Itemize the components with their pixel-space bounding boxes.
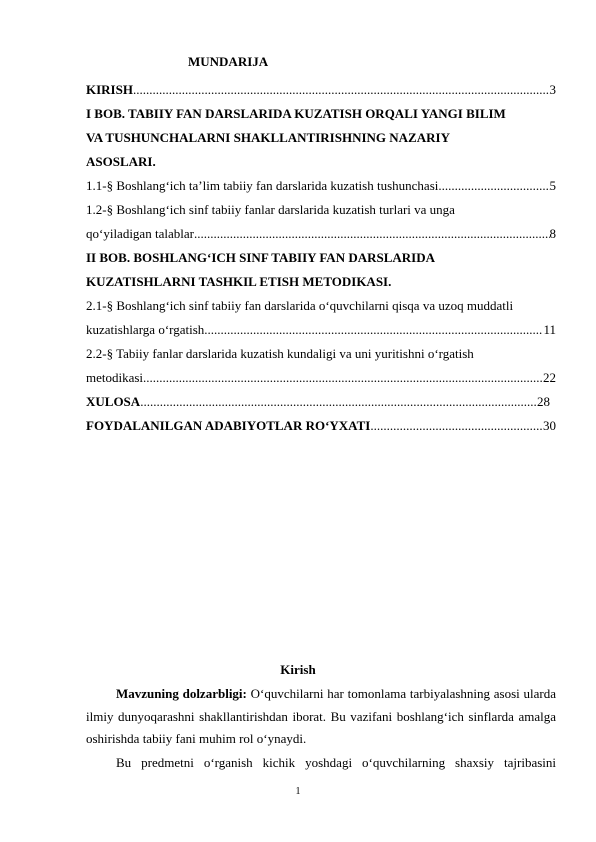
toc-entry-2-2[interactable] — [86, 370, 556, 386]
toc-entry-text: kuzatishlarga o‘rgatish — [86, 322, 205, 337]
intro-paragraph-1 — [86, 683, 556, 751]
toc-entry-text: 1.1-§ Boshlang‘ich ta’lim tabiiy fan darslarida kuzatish tushunchasi — [86, 178, 439, 193]
toc-leader-dots — [140, 394, 537, 410]
toc-chapter-1-line2[interactable]: VA TUSHUNCHALARNI SHAKLLANTIRISHNING NAZARIY — [86, 130, 450, 145]
toc-leader-dots — [194, 226, 550, 242]
toc-page-number: 11 — [543, 322, 556, 337]
intro-paragraph-lead: Mavzuning dolzarbligi: — [116, 686, 247, 701]
toc-chapter-1-line3[interactable]: ASOSLARI. — [86, 154, 156, 169]
toc-page-number: 22 — [543, 370, 556, 385]
toc-chapter-1-line1[interactable]: I BOB. TABIIY FAN DARSLARIDA KUZATISH ORQALI YANGI BILIM — [86, 106, 506, 121]
section-title: Kirish — [280, 662, 316, 677]
toc-entry-text: XULOSA — [86, 394, 141, 409]
toc-title: MUNDARIJA — [188, 54, 269, 69]
toc-leader-dots — [438, 178, 549, 194]
toc-entry-2-1[interactable] — [86, 322, 556, 338]
intro-paragraph-text: O‘quvchilarni har tomonlama tarbiyalashning asosi ularda ilmiy dunyoqarashni shakllantirishdan iborat. Bu vazifani boshlang‘ich sinflarda amalga oshirishda tabiiy fani muhim rol o‘ynaydi. — [86, 686, 556, 746]
toc-leader-dots — [133, 82, 550, 98]
toc-page-number: 28 — [537, 394, 550, 409]
toc-entry-kirish[interactable] — [86, 82, 556, 98]
toc-entry-2-2-line1[interactable]: 2.2-§ Tabiiy fanlar darslarida kuzatish kundaligi va uni yuritishni o‘rgatish — [86, 346, 474, 361]
toc-page-number: 30 — [543, 418, 556, 433]
toc-entry-1-1[interactable] — [86, 178, 556, 194]
toc-leader-dots — [143, 370, 543, 386]
toc-page-number: 8 — [549, 226, 556, 241]
toc-entry-text: qo‘yiladigan talablar — [86, 226, 194, 241]
toc-page-number: 5 — [549, 178, 556, 193]
toc-leader-dots — [204, 322, 543, 338]
toc-entry-text: KIRISH — [86, 82, 133, 97]
page-number: 1 — [295, 786, 301, 797]
intro-paragraph-2: Bu predmetni o‘rganish kichik yoshdagi o‘quvchilarning shaxsiy tajribasini — [116, 755, 556, 770]
toc-entry-2-1-line1[interactable]: 2.1-§ Boshlang‘ich sinf tabiiy fan darslarida o‘quvchilarni qisqa va uzoq muddatli — [86, 298, 514, 313]
toc-entry-1-2[interactable] — [86, 226, 556, 242]
toc-entry-text: metodikasi — [86, 370, 144, 385]
toc-entry-1-2-line1[interactable]: 1.2-§ Boshlang‘ich sinf tabiiy fanlar darslarida kuzatish turlari va unga — [86, 202, 455, 217]
toc-entry-xulosa[interactable] — [86, 394, 550, 410]
toc-leader-dots — [370, 418, 543, 434]
toc-entry-adabiyotlar[interactable] — [86, 418, 556, 434]
toc-chapter-2-line2[interactable]: KUZATISHLARNI TASHKIL ETISH METODIKASI. — [86, 274, 392, 289]
toc-chapter-2-line1[interactable]: II BOB. BOSHLANG‘ICH SINF TABIIY FAN DARSLARIDA — [86, 250, 436, 265]
toc-page-number: 3 — [549, 82, 556, 97]
toc-entry-text: FOYDALANILGAN ADABIYOTLAR RO‘YXATI — [86, 418, 371, 433]
